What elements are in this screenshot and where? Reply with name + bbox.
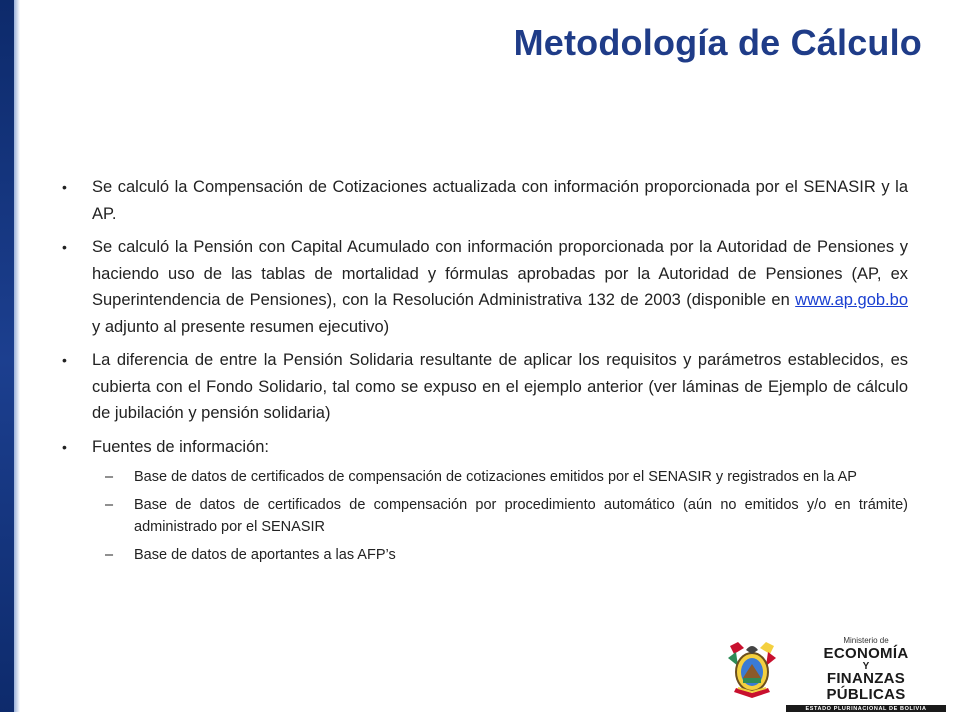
dash-icon: – bbox=[105, 469, 114, 485]
logo-country-band: ESTADO PLURINACIONAL DE BOLIVIA bbox=[786, 705, 946, 713]
sub-item bbox=[62, 544, 908, 566]
slide-title: Metodología de Cálculo bbox=[513, 22, 922, 63]
logo-ministry-label: Ministerio de bbox=[843, 636, 889, 645]
bullet-dot-icon: • bbox=[62, 179, 67, 195]
bottom-strip bbox=[0, 712, 960, 720]
dash-icon: – bbox=[105, 547, 114, 563]
bullet-item bbox=[62, 174, 908, 227]
bullet-item bbox=[62, 347, 908, 427]
logo-connector: Y bbox=[862, 661, 870, 672]
left-accent-bar bbox=[0, 0, 14, 720]
bullet-text: Se calculó la Pensión con Capital Acumulado con información proporcionada por la Autoridad de Pensiones y haciendo uso de las tablas de mortalidad y fórmulas aprobadas por la Autoridad de Pensiones (AP, ex Superintendencia de Pensiones), con la Resolución Administrativa 132 de 2003 (disponible en bbox=[92, 238, 908, 309]
bullet-dot-icon: • bbox=[62, 239, 67, 255]
bullet-dot-icon: • bbox=[62, 438, 67, 455]
ministry-logo bbox=[724, 634, 944, 714]
logo-economia: ECONOMÍA bbox=[823, 645, 909, 662]
sub-item bbox=[62, 494, 908, 538]
bullet-text: Se calculó la Compensación de Cotizaciones actualizada con información proporcionada por el SENASIR y la AP. bbox=[92, 178, 908, 223]
ap-website-link[interactable]: www.ap.gob.bo bbox=[795, 291, 908, 309]
sub-item-text: Base de datos de aportantes a las AFP’s bbox=[134, 547, 396, 563]
bullet-dot-icon: • bbox=[62, 352, 67, 368]
bullet-list bbox=[62, 174, 908, 570]
coat-of-arms-icon bbox=[724, 638, 780, 702]
sub-item-text: Base de datos de certificados de compensación por procedimiento automático (aún no emitidos y/o en trámite) administrado por el SENASIR bbox=[134, 497, 908, 535]
bullet-text: y adjunto al presente resumen ejecutivo) bbox=[92, 317, 390, 336]
bullet-item bbox=[62, 234, 908, 340]
dash-icon: – bbox=[105, 497, 114, 513]
sub-item bbox=[62, 466, 908, 488]
logo-finanzas: FINANZAS PÚBLICAS bbox=[826, 670, 906, 703]
logo-text bbox=[786, 636, 946, 713]
bullet-item bbox=[62, 434, 908, 461]
left-accent-gradient bbox=[14, 0, 20, 720]
sub-item-text: Base de datos de certificados de compensación de cotizaciones emitidos por el SENASIR y registrados en la AP bbox=[134, 469, 857, 485]
bullet-text: La diferencia de entre la Pensión Solidaria resultante de aplicar los requisitos y parámetros establecidos, es cubierta con el Fondo Solidario, tal como se expuso en el ejemplo anterior (ver láminas de Ejemplo de cálculo de jubilación y pensión solidaria) bbox=[92, 351, 908, 422]
bullet-text: Fuentes de información: bbox=[92, 437, 270, 456]
